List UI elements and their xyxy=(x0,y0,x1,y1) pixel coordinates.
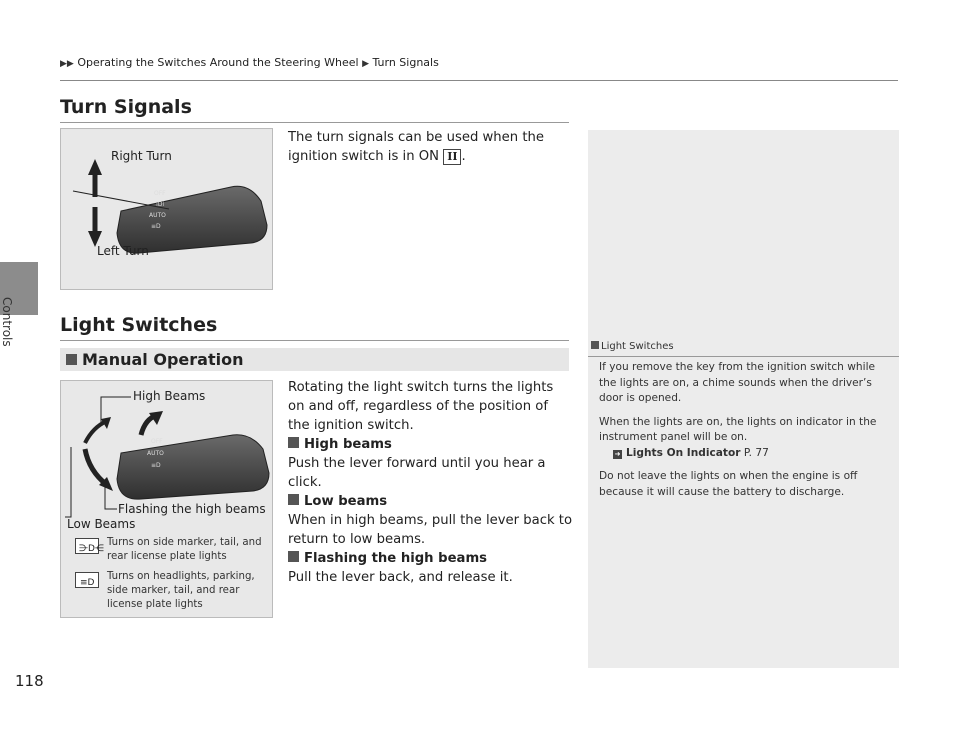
square-bullet-icon xyxy=(66,354,77,365)
turn-signal-figure xyxy=(60,128,273,290)
parking-light-icon xyxy=(75,538,104,554)
flashing-high-beams-text: Pull the lever back, and release it. xyxy=(288,570,513,585)
breadcrumb-section[interactable]: Operating the Switches Around the Steering Wheel xyxy=(77,56,359,69)
breadcrumb-topic[interactable]: Turn Signals xyxy=(372,56,439,69)
legend-item-parking-lights xyxy=(75,536,272,564)
turn-signals-text: The turn signals can be used when the ignition switch is in ON xyxy=(288,130,544,164)
note-paragraph-3: Do not leave the lights on when the engine is off because it will cause the battery to discharge. xyxy=(599,470,858,498)
legend-item-headlights xyxy=(75,570,272,612)
note-paragraph-2: When the lights are on, the lights on indicator in the instrument panel will be on. xyxy=(599,415,877,443)
manual-operation-title: Manual Operation xyxy=(82,350,244,369)
chapter-label: Controls xyxy=(0,297,14,347)
turn-signals-description xyxy=(288,128,573,166)
left-turn-label: Left Turn xyxy=(97,244,149,258)
cross-reference-arrow-icon: ➜ xyxy=(614,449,621,458)
light-switches-description xyxy=(288,378,573,587)
svg-text:≡D: ≡D xyxy=(151,223,161,230)
breadcrumb-arrow-icon: ▶▶ xyxy=(60,59,74,69)
square-bullet-icon xyxy=(288,437,299,448)
note-rule xyxy=(588,356,899,357)
flashing-high-beams-heading: Flashing the high beams xyxy=(288,549,573,568)
header-rule xyxy=(60,80,898,81)
svg-text:≡D: ≡D xyxy=(151,462,161,469)
light-switches-heading-rule xyxy=(60,340,569,341)
svg-text:⁞D⁞: ⁞D⁞ xyxy=(156,201,165,208)
manual-operation-heading xyxy=(66,350,243,369)
note-cross-reference[interactable] xyxy=(599,446,891,462)
square-bullet-icon xyxy=(288,494,299,505)
low-beams-heading: Low beams xyxy=(288,492,573,511)
ignition-key-position: II xyxy=(443,149,461,165)
xref-page[interactable]: P. 77 xyxy=(743,446,769,459)
manual-operation-band xyxy=(60,348,569,371)
svg-text:OFF: OFF xyxy=(154,190,166,197)
page-number: 118 xyxy=(15,672,44,690)
flashing-high-beams-label: Flashing the high beams xyxy=(118,502,266,516)
turn-signals-heading: Turn Signals xyxy=(60,96,192,118)
turn-signals-text-end: . xyxy=(461,149,466,164)
headlight-icon xyxy=(75,572,99,588)
high-beams-heading: High beams xyxy=(288,435,573,454)
svg-text:OFF: OFF xyxy=(151,438,163,445)
xref-label[interactable]: Lights On Indicator xyxy=(626,446,741,459)
high-beams-label: High Beams xyxy=(133,389,206,403)
light-switches-intro: Rotating the light switch turns the lights on and off, regardless of the position of the ignition switch. xyxy=(288,380,554,433)
svg-text:≡D: ≡D xyxy=(80,578,95,588)
legend-text-headlights: Turns on headlights, parking, side marker, tail, and rear license plate lights xyxy=(107,571,255,610)
svg-text:AUTO: AUTO xyxy=(147,450,164,457)
legend-text-parking-lights: Turns on side marker, tail, and rear license plate lights xyxy=(107,537,262,562)
note-paragraph-1: If you remove the key from the ignition switch while the lights are on, a chime sounds when the driver’s door is opened. xyxy=(599,361,876,404)
high-beams-text: Push the lever forward until you hear a click. xyxy=(288,456,546,490)
breadcrumb-arrow-icon: ▶ xyxy=(362,59,369,69)
right-turn-label: Right Turn xyxy=(111,149,172,163)
turn-signals-heading-rule xyxy=(60,122,569,123)
note-title: Light Switches xyxy=(591,341,674,352)
square-bullet-icon xyxy=(288,551,299,562)
light-switches-heading: Light Switches xyxy=(60,314,218,336)
note-bullet-icon xyxy=(591,341,599,349)
svg-text:⋺D⋲: ⋺D⋲ xyxy=(79,544,104,554)
svg-text:AUTO: AUTO xyxy=(149,212,166,219)
note-body xyxy=(599,360,891,508)
low-beams-text: When in high beams, pull the lever back to return to low beams. xyxy=(288,513,573,547)
breadcrumb xyxy=(60,56,439,69)
low-beams-label: Low Beams xyxy=(67,517,136,531)
